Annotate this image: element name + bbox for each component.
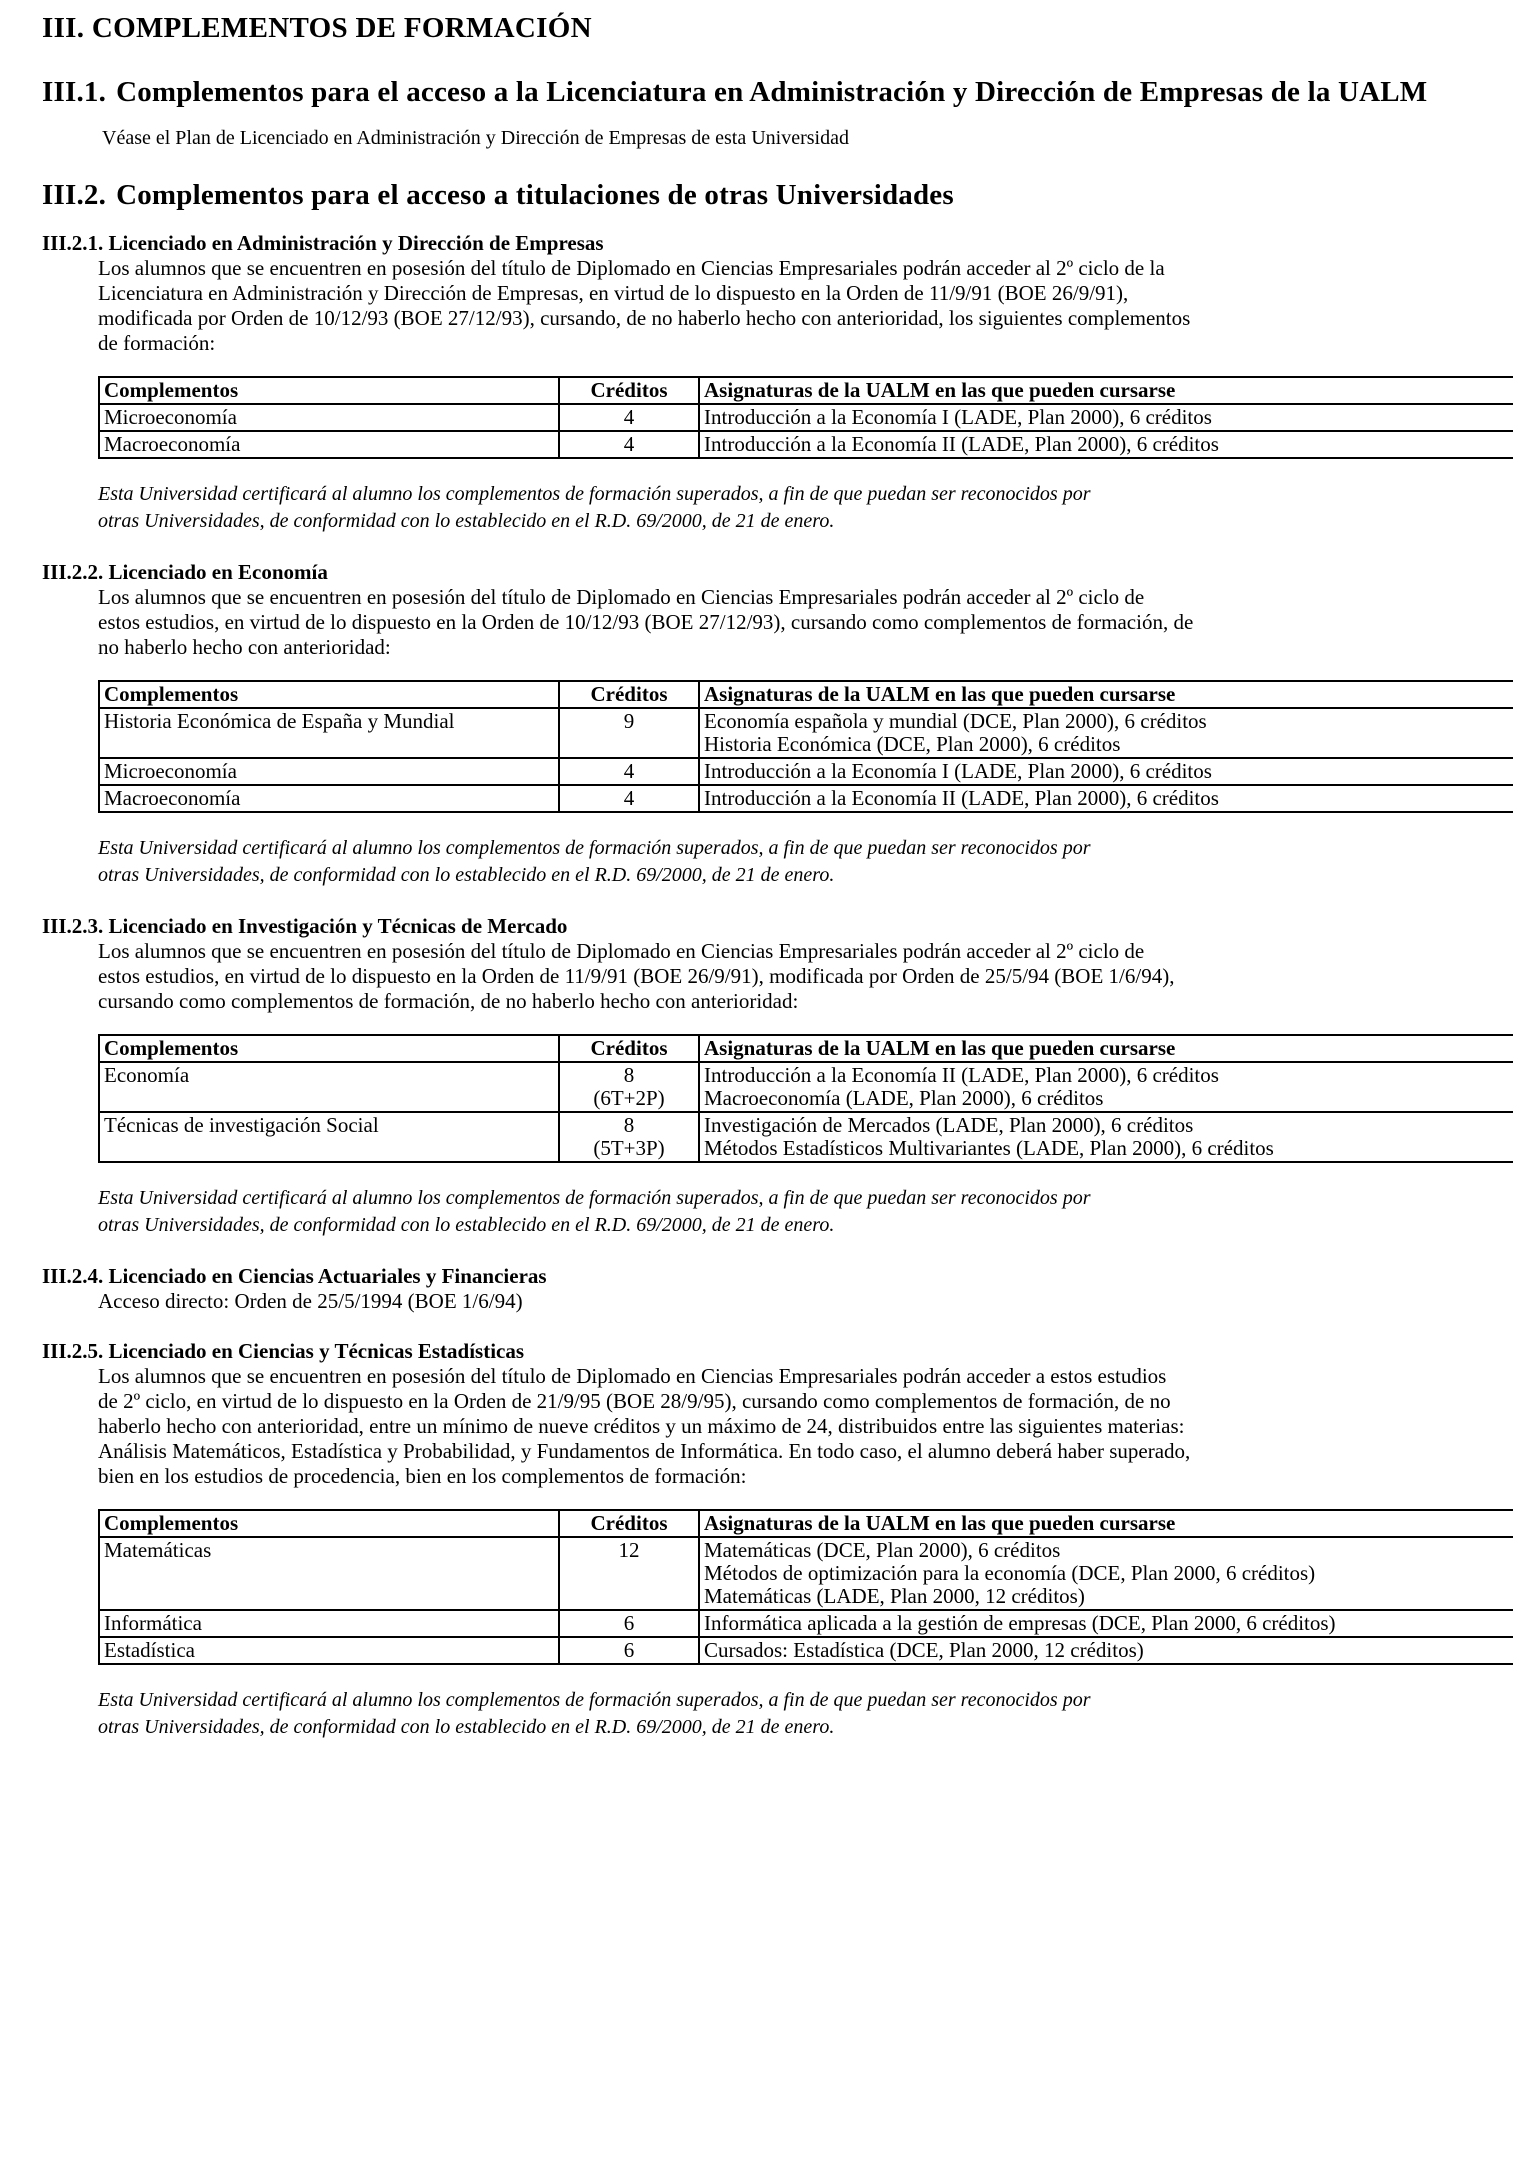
complementos-table <box>98 1509 1513 1665</box>
cell-creditos <box>559 404 699 431</box>
table-row <box>99 1537 1513 1610</box>
note-line: Esta Universidad certificará al alumno los complementos de formación superados, a fin de que puedan ser reconocidos por <box>98 1187 1091 1209</box>
cell-asignaturas <box>699 1610 1513 1637</box>
creditos-line: 8 <box>623 1113 635 1137</box>
cell-complemento: Microeconomía <box>99 758 559 785</box>
subsection-paragraph <box>98 1364 1482 1489</box>
paragraph-line: Los alumnos que se encuentren en posesión del título de Diplomado en Ciencias Empresariales podrán acceder al 2º ciclo de <box>98 585 1145 609</box>
table-header-row <box>99 377 1513 404</box>
table-row <box>99 758 1513 785</box>
subsection-3-2-4 <box>42 1263 1482 1314</box>
cell-asignaturas <box>699 431 1513 458</box>
table-row <box>99 1610 1513 1637</box>
asignatura-line: Introducción a la Economía II (LADE, Plan 2000), 6 créditos <box>704 1063 1219 1087</box>
creditos-line: 4 <box>623 432 635 456</box>
header-complementos: Complementos <box>99 1035 559 1062</box>
cell-asignaturas <box>699 404 1513 431</box>
cell-creditos <box>559 785 699 812</box>
paragraph-line: estos estudios, en virtud de lo dispuesto en la Orden de 10/12/93 (BOE 27/12/93), cursando como complementos de formación, de <box>98 610 1194 634</box>
creditos-line: 8 <box>623 1063 635 1087</box>
section-number: III.1. <box>42 76 107 108</box>
paragraph-line: Los alumnos que se encuentren en posesión del título de Diplomado en Ciencias Empresariales podrán acceder al 2º ciclo de <box>98 939 1145 963</box>
cell-complemento: Economía <box>99 1062 559 1112</box>
paragraph-line: Licenciatura en Administración y Dirección de Empresas, en virtud de lo dispuesto en la Orden de 11/9/91 (BOE 26/9/91), <box>98 281 1129 305</box>
paragraph-line: bien en los estudios de procedencia, bien en los complementos de formación: <box>98 1464 747 1488</box>
table-row <box>99 404 1513 431</box>
complementos-table <box>98 1034 1513 1163</box>
paragraph-line: de formación: <box>98 331 216 355</box>
asignatura-line: Macroeconomía (LADE, Plan 2000), 6 créditos <box>704 1086 1104 1110</box>
creditos-line: 9 <box>623 709 635 733</box>
paragraph-line: haberlo hecho con anterioridad, entre un mínimo de nueve créditos y un máximo de 24, distribuidos entre las siguientes materias: <box>98 1414 1185 1438</box>
table-row <box>99 785 1513 812</box>
cell-creditos <box>559 1537 699 1610</box>
creditos-line: 4 <box>623 759 635 783</box>
asignatura-line: Matemáticas (DCE, Plan 2000), 6 créditos <box>704 1538 1061 1562</box>
cell-asignaturas <box>699 708 1513 758</box>
asignatura-line: Investigación de Mercados (LADE, Plan 2000), 6 créditos <box>704 1113 1194 1137</box>
subsection-3-2-1 <box>42 230 1482 535</box>
asignatura-line: Introducción a la Economía II (LADE, Plan 2000), 6 créditos <box>704 432 1219 456</box>
paragraph-line: Los alumnos que se encuentren en posesión del título de Diplomado en Ciencias Empresariales podrán acceder al 2º ciclo de la <box>98 256 1165 280</box>
asignatura-line: Métodos Estadísticos Multivariantes (LADE, Plan 2000), 6 créditos <box>704 1136 1274 1160</box>
header-asignaturas: Asignaturas de la UALM en las que pueden cursarse <box>699 681 1513 708</box>
subsection-paragraph <box>98 585 1482 660</box>
complementos-table <box>98 376 1513 459</box>
creditos-line: (5T+3P) <box>593 1136 665 1160</box>
cell-asignaturas <box>699 1637 1513 1664</box>
creditos-line: (6T+2P) <box>593 1086 665 1110</box>
note-line: otras Universidades, de conformidad con lo establecido en el R.D. 69/2000, de 21 de enero. <box>98 1716 835 1738</box>
asignatura-line: Economía española y mundial (DCE, Plan 2000), 6 créditos <box>704 709 1207 733</box>
creditos-line: 6 <box>623 1611 635 1635</box>
header-creditos: Créditos <box>559 377 699 404</box>
cell-complemento: Macroeconomía <box>99 431 559 458</box>
header-asignaturas: Asignaturas de la UALM en las que pueden cursarse <box>699 377 1513 404</box>
cell-complemento: Macroeconomía <box>99 785 559 812</box>
note-line: Esta Universidad certificará al alumno los complementos de formación superados, a fin de que puedan ser reconocidos por <box>98 1689 1091 1711</box>
header-creditos: Créditos <box>559 681 699 708</box>
paragraph-line: cursando como complementos de formación, de no haberlo hecho con anterioridad: <box>98 989 799 1013</box>
asignatura-line: Métodos de optimización para la economía (DCE, Plan 2000, 6 créditos) <box>704 1561 1316 1585</box>
cell-asignaturas <box>699 758 1513 785</box>
cell-asignaturas <box>699 1112 1513 1162</box>
subsection-3-2-5 <box>42 1338 1482 1741</box>
table-row <box>99 431 1513 458</box>
header-complementos: Complementos <box>99 681 559 708</box>
note-line: Esta Universidad certificará al alumno los complementos de formación superados, a fin de que puedan ser reconocidos por <box>98 837 1091 859</box>
section-3-1-text: Véase el Plan de Licenciado en Administración y Dirección de Empresas de esta Universidad <box>102 127 849 149</box>
asignatura-line: Introducción a la Economía II (LADE, Plan 2000), 6 créditos <box>704 786 1219 810</box>
document-title: III. COMPLEMENTOS DE FORMACIÓN <box>42 12 592 44</box>
asignatura-line: Introducción a la Economía I (LADE, Plan 2000), 6 créditos <box>704 759 1212 783</box>
subsection-paragraph <box>98 939 1482 1014</box>
creditos-line: 12 <box>618 1538 640 1562</box>
access-text: Acceso directo: Orden de 25/5/1994 (BOE 1/6/94) <box>98 1289 523 1313</box>
paragraph-line: estos estudios, en virtud de lo dispuesto en la Orden de 11/9/91 (BOE 26/9/91), modificada por Orden de 25/5/94 (BOE 1/6/94), <box>98 964 1175 988</box>
section-heading-3-2 <box>42 178 1482 212</box>
cell-creditos <box>559 708 699 758</box>
cell-creditos <box>559 1637 699 1664</box>
table-header-row <box>99 1035 1513 1062</box>
subsection-heading: III.2.4. Licenciado en Ciencias Actuariales y Financieras <box>42 1264 547 1288</box>
cell-complemento: Historia Económica de España y Mundial <box>99 708 559 758</box>
cell-asignaturas <box>699 785 1513 812</box>
section-title: Complementos para el acceso a la Licenciatura en Administración y Dirección de Empresas de la UALM <box>116 76 1428 108</box>
note-line: otras Universidades, de conformidad con lo establecido en el R.D. 69/2000, de 21 de enero. <box>98 510 835 532</box>
subsection-heading: III.2.5. Licenciado en Ciencias y Técnicas Estadísticas <box>42 1339 525 1363</box>
document-page <box>42 12 1482 1765</box>
subsection-paragraph <box>98 256 1482 356</box>
asignatura-line: Cursados: Estadística (DCE, Plan 2000, 12 créditos) <box>704 1638 1144 1662</box>
header-creditos: Créditos <box>559 1510 699 1537</box>
cell-creditos <box>559 431 699 458</box>
note-line: Esta Universidad certificará al alumno los complementos de formación superados, a fin de que puedan ser reconocidos por <box>98 483 1091 505</box>
table-row <box>99 1112 1513 1162</box>
certification-note <box>98 481 1482 535</box>
certification-note <box>98 1185 1482 1239</box>
cell-creditos <box>559 758 699 785</box>
subsection-3-2-3 <box>42 913 1482 1239</box>
cell-asignaturas <box>699 1062 1513 1112</box>
complementos-table <box>98 680 1513 813</box>
header-creditos: Créditos <box>559 1035 699 1062</box>
asignatura-line: Historia Económica (DCE, Plan 2000), 6 créditos <box>704 732 1121 756</box>
table-row <box>99 708 1513 758</box>
cell-creditos <box>559 1610 699 1637</box>
section-heading-3-1 <box>42 75 1482 109</box>
subsection-3-2-2 <box>42 559 1482 889</box>
subsection-heading: III.2.2. Licenciado en Economía <box>42 560 328 584</box>
subsection-heading: III.2.1. Licenciado en Administración y Dirección de Empresas <box>42 231 604 255</box>
creditos-line: 6 <box>623 1638 635 1662</box>
cell-asignaturas <box>699 1537 1513 1610</box>
creditos-line: 4 <box>623 786 635 810</box>
paragraph-line: no haberlo hecho con anterioridad: <box>98 635 391 659</box>
certification-note <box>98 835 1482 889</box>
table-row <box>99 1062 1513 1112</box>
table-header-row <box>99 681 1513 708</box>
header-complementos: Complementos <box>99 1510 559 1537</box>
paragraph-line: Análisis Matemáticos, Estadística y Probabilidad, y Fundamentos de Informática. En todo caso, el alumno deberá haber superado, <box>98 1439 1191 1463</box>
cell-complemento: Estadística <box>99 1637 559 1664</box>
table-header-row <box>99 1510 1513 1537</box>
cell-complemento: Técnicas de investigación Social <box>99 1112 559 1162</box>
cell-complemento: Informática <box>99 1610 559 1637</box>
header-asignaturas: Asignaturas de la UALM en las que pueden cursarse <box>699 1035 1513 1062</box>
asignatura-line: Matemáticas (LADE, Plan 2000, 12 créditos) <box>704 1584 1085 1608</box>
header-complementos: Complementos <box>99 377 559 404</box>
cell-complemento: Matemáticas <box>99 1537 559 1610</box>
asignatura-line: Informática aplicada a la gestión de empresas (DCE, Plan 2000, 6 créditos) <box>704 1611 1336 1635</box>
table-row <box>99 1637 1513 1664</box>
section-number: III.2. <box>42 179 107 211</box>
creditos-line: 4 <box>623 405 635 429</box>
paragraph-line: de 2º ciclo, en virtud de lo dispuesto en la Orden de 21/9/95 (BOE 28/9/95), cursando como complementos de formación, de no <box>98 1389 1171 1413</box>
header-asignaturas: Asignaturas de la UALM en las que pueden cursarse <box>699 1510 1513 1537</box>
paragraph-line: Los alumnos que se encuentren en posesión del título de Diplomado en Ciencias Empresariales podrán acceder a estos estudios <box>98 1364 1167 1388</box>
asignatura-line: Introducción a la Economía I (LADE, Plan 2000), 6 créditos <box>704 405 1212 429</box>
subsection-heading: III.2.3. Licenciado en Investigación y Técnicas de Mercado <box>42 914 568 938</box>
section-title: Complementos para el acceso a titulaciones de otras Universidades <box>116 179 954 211</box>
cell-creditos <box>559 1112 699 1162</box>
note-line: otras Universidades, de conformidad con lo establecido en el R.D. 69/2000, de 21 de enero. <box>98 864 835 886</box>
cell-creditos <box>559 1062 699 1112</box>
cell-complemento: Microeconomía <box>99 404 559 431</box>
certification-note <box>98 1687 1482 1741</box>
paragraph-line: modificada por Orden de 10/12/93 (BOE 27/12/93), cursando, de no haberlo hecho con anterioridad, los siguientes complementos <box>98 306 1191 330</box>
note-line: otras Universidades, de conformidad con lo establecido en el R.D. 69/2000, de 21 de enero. <box>98 1214 835 1236</box>
